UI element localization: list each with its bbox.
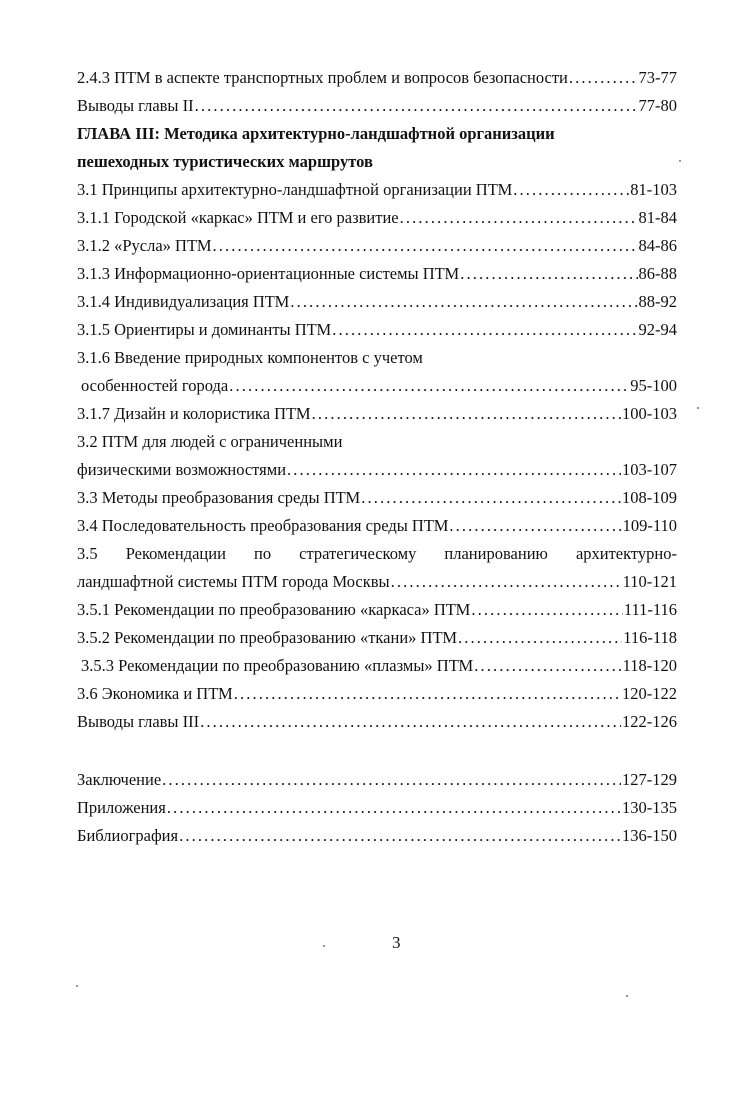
dot-leader — [179, 822, 621, 850]
toc-entry-bibliography: Библиография . . . 136-150 — [77, 822, 677, 850]
dot-leader — [513, 176, 629, 204]
dot-leader — [162, 766, 621, 794]
dot-leader — [332, 316, 637, 344]
dot-leader — [458, 624, 622, 652]
dot-leader — [195, 92, 638, 120]
dot-leader — [167, 794, 621, 822]
toc-entry-3-6: 3.6 Экономика и ПТМ . . . 120-122 — [77, 680, 677, 708]
page-number: 3 — [392, 933, 401, 952]
chapter-3-title-line-1: ГЛАВА III: Методика архитектурно-ландшафтной организации — [77, 124, 555, 143]
table-of-contents — [77, 64, 677, 850]
toc-entry-3-2-line-1: 3.2 ПТМ для людей с ограниченными — [77, 432, 343, 451]
scan-speck — [626, 995, 628, 997]
dot-leader — [449, 512, 621, 540]
scan-speck — [679, 160, 681, 162]
toc-entry-2-4-3: 2.4.3 ПТМ в аспекте транспортных проблем и вопросов безопасности . . . 73-77 — [77, 64, 677, 92]
dot-leader — [460, 260, 637, 288]
dot-leader — [471, 596, 623, 624]
toc-entry-3-1-6: особенностей города . . . 95-100 — [77, 372, 677, 400]
scan-speck — [323, 945, 325, 947]
dot-leader — [290, 288, 637, 316]
toc-entry-3-3: 3.3 Методы преобразования среды ПТМ . . . 108-109 — [77, 484, 677, 512]
toc-entry-3-5: ландшафтной системы ПТМ города Москвы . . . 110-121 — [77, 568, 677, 596]
toc-entry-3-2: физическими возможностями . . . 103-107 — [77, 456, 677, 484]
toc-entry-3-1-4: 3.1.4 Индивидуализация ПТМ . . . 88-92 — [77, 288, 677, 316]
toc-entry-3-1-1: 3.1.1 Городской «каркас» ПТМ и его развитие . . . 81-84 — [77, 204, 677, 232]
toc-entry-3-5-line-1: 3.5 Рекомендации по стратегическому планированию архитектурно- — [77, 544, 677, 563]
dot-leader — [234, 680, 621, 708]
dot-leader — [391, 568, 622, 596]
toc-entry-3-5-1: 3.5.1 Рекомендации по преобразованию «каркаса» ПТМ . . . 111-116 — [77, 596, 677, 624]
toc-entry-3-1-5: 3.1.5 Ориентиры и доминанты ПТМ . . . 92-94 — [77, 316, 677, 344]
toc-entry-conclusions-ch3: Выводы главы III . . . 122-126 — [77, 708, 677, 736]
dot-leader — [287, 456, 621, 484]
toc-entry-appendices: Приложения . . . 130-135 — [77, 794, 677, 822]
dot-leader — [361, 484, 621, 512]
toc-entry-3-5-3: 3.5.3 Рекомендации по преобразованию «плазмы» ПТМ . . . 118-120 — [77, 652, 677, 680]
toc-entry-3-1-6-line-1: 3.1.6 Введение природных компонентов с учетом — [77, 348, 423, 367]
dot-leader — [400, 204, 638, 232]
dot-leader — [229, 372, 629, 400]
toc-entry-3-4: 3.4 Последовательность преобразования среды ПТМ . . . 109-110 — [77, 512, 677, 540]
chapter-3-title-line-2: пешеходных туристических маршрутов — [77, 152, 373, 171]
toc-entry-3-5-2: 3.5.2 Рекомендации по преобразованию «ткани» ПТМ . . . 116-118 — [77, 624, 677, 652]
toc-entry-3-1: 3.1 Принципы архитектурно-ландшафтной организации ПТМ . . . 81-103 — [77, 176, 677, 204]
toc-entry-conclusions-ch2: Выводы главы II . . . 77-80 — [77, 92, 677, 120]
dot-leader — [474, 652, 621, 680]
scan-speck — [76, 985, 78, 987]
toc-entry-3-1-3: 3.1.3 Информационно-ориентационные системы ПТМ . . . 86-88 — [77, 260, 677, 288]
dot-leader — [200, 708, 621, 736]
dot-leader — [312, 400, 621, 428]
scan-speck — [697, 407, 699, 409]
toc-entry-3-1-2: 3.1.2 «Русла» ПТМ . . . 84-86 — [77, 232, 677, 260]
dot-leader — [213, 232, 638, 260]
dot-leader — [569, 64, 638, 92]
toc-entry-conclusion: Заключение . . . 127-129 — [77, 766, 677, 794]
section-gap — [77, 736, 677, 766]
toc-entry-3-1-7: 3.1.7 Дизайн и колористика ПТМ . . . 100-103 — [77, 400, 677, 428]
